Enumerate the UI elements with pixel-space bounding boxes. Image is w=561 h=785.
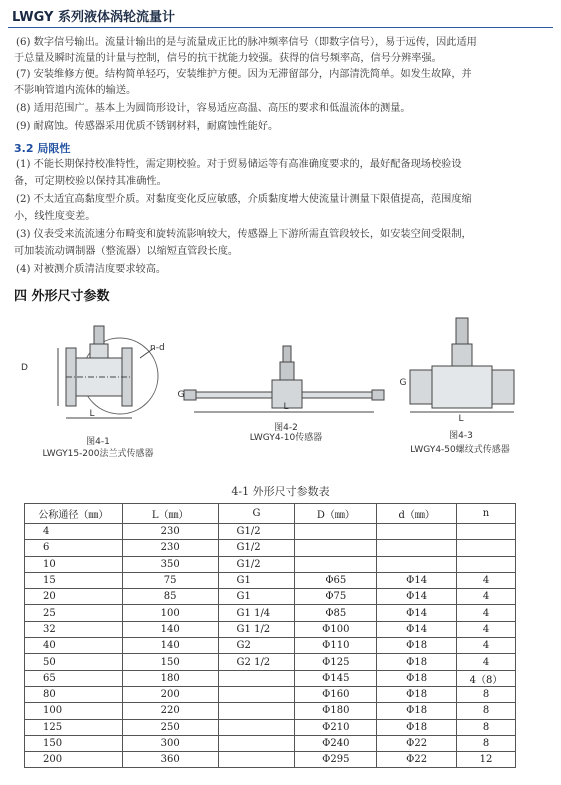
table-cell: G1/2 (218, 556, 295, 572)
figure-4-3-number: 图4-3 (449, 431, 473, 441)
table-cell: 140 (122, 638, 218, 654)
limitation-4: (4) 对被测介质清洁度要求较高。 (16, 264, 167, 275)
table-row (25, 540, 516, 556)
table-cell: 25 (25, 605, 123, 621)
table-cell: 15 (25, 572, 123, 588)
table-row (25, 670, 516, 686)
table-cell: Φ22 (377, 752, 457, 768)
table-row (25, 654, 516, 670)
table-cell: Φ14 (377, 572, 457, 588)
fig3-label-L: L (458, 414, 464, 424)
table-cell: G1 1/4 (218, 605, 295, 621)
table-cell: Φ75 (295, 589, 377, 605)
table-cell: 300 (122, 735, 218, 751)
table-cell: 10 (25, 556, 123, 572)
table-cell: Φ18 (377, 686, 457, 702)
figure-4-2-caption: LWGY4-10传感器 (249, 433, 323, 443)
table-cell (457, 556, 516, 572)
table-cell (218, 686, 295, 702)
figure-4-1-flange-sensor-drawing (28, 318, 188, 428)
header-nominal-diameter: 公称通径（㎜） (25, 504, 123, 524)
table-cell: 4 (457, 589, 516, 605)
table-row (25, 556, 516, 572)
table-cell: 6 (25, 540, 123, 556)
table-title: 4-1 外形尺寸参数表 (231, 485, 330, 498)
table-cell: 8 (457, 703, 516, 719)
table-cell: 150 (122, 654, 218, 670)
table-cell (377, 556, 457, 572)
table-cell: Φ18 (377, 703, 457, 719)
header-outer-diameter: D（㎜） (295, 504, 377, 524)
table-cell: 230 (122, 524, 218, 540)
table-cell: Φ160 (295, 686, 377, 702)
fig1-label-D: D (21, 363, 28, 373)
table-cell: Φ18 (377, 719, 457, 735)
paragraph-7-line-1: (7) 安装维修方便。结构简单轻巧，安装维护方便。因为无滞留部分，内部清洗简单。如发生故障，并 (16, 69, 472, 80)
table-row (25, 638, 516, 654)
table-cell: 50 (25, 654, 123, 670)
header-divider (8, 27, 553, 28)
table-cell: Φ18 (377, 654, 457, 670)
table-cell: Φ295 (295, 752, 377, 768)
table-cell (218, 719, 295, 735)
table-cell: 65 (25, 670, 123, 686)
table-cell: Φ145 (295, 670, 377, 686)
table-cell: G1/2 (218, 540, 295, 556)
paragraph-6-line-1: (6) 数字信号输出。流量计输出的是与流量成正比的脉冲频率信号（即数字信号），易于远传，因此适用 (16, 37, 477, 48)
table-cell: Φ14 (377, 589, 457, 605)
table-row (25, 686, 516, 702)
table-row (25, 735, 516, 751)
table-cell: 230 (122, 540, 218, 556)
fig1-label-nd: n-d (150, 343, 165, 353)
table-cell: Φ65 (295, 572, 377, 588)
table-cell: 4 (457, 654, 516, 670)
table-cell: Φ180 (295, 703, 377, 719)
table-cell: G1 (218, 572, 295, 588)
table-cell: Φ210 (295, 719, 377, 735)
table-cell: 4 (457, 605, 516, 621)
table-cell (295, 556, 377, 572)
table-cell: 100 (25, 703, 123, 719)
table-cell: G2 (218, 638, 295, 654)
table-row (25, 572, 516, 588)
table-cell (457, 540, 516, 556)
table-cell: 360 (122, 752, 218, 768)
page-header-title: LWGY 系列液体涡轮流量计 (12, 10, 175, 25)
table-cell: G1 1/2 (218, 621, 295, 637)
paragraph-8: (8) 适用范围广。基本上为圆筒形设计，容易适应高温、高压的要求和低温流体的测量。 (16, 103, 411, 114)
limitation-3-line-2: 可加装流动调制器（整流器）以缩短直管段长度。 (14, 246, 239, 257)
table-header-row (25, 504, 516, 524)
table-cell: 20 (25, 589, 123, 605)
paragraph-9: (9) 耐腐蚀。传感器采用优质不锈钢材料，耐腐蚀性能好。 (16, 121, 279, 132)
table-row (25, 719, 516, 735)
table-row (25, 589, 516, 605)
table-cell: 8 (457, 686, 516, 702)
table-cell: Φ22 (377, 735, 457, 751)
table-cell: 85 (122, 589, 218, 605)
table-cell: 200 (122, 686, 218, 702)
table-cell: 4 (457, 638, 516, 654)
table-cell (218, 670, 295, 686)
table-cell: 200 (25, 752, 123, 768)
limitation-1-line-1: (1) 不能长期保持校准特性，需定期校验。对于贸易储运等有高准确度要求的，最好配备现场校验设 (16, 159, 462, 170)
table-cell: 32 (25, 621, 123, 637)
header-hole-diameter: d（㎜） (377, 504, 457, 524)
table-cell: G2 1/2 (218, 654, 295, 670)
figure-4-3-threaded-sensor-drawing (400, 312, 520, 422)
table-cell: Φ240 (295, 735, 377, 751)
table-cell: 140 (122, 621, 218, 637)
fig2-label-L: L (283, 402, 289, 412)
table-cell: 350 (122, 556, 218, 572)
fig3-label-G: G (399, 378, 407, 388)
table-row (25, 752, 516, 768)
table-cell: 8 (457, 719, 516, 735)
figure-4-1-caption: LWGY15-200法兰式传感器 (42, 449, 154, 459)
table-cell: 250 (122, 719, 218, 735)
header-thread: G (218, 504, 295, 524)
table-cell: 12 (457, 752, 516, 768)
table-cell: Φ18 (377, 638, 457, 654)
table-cell: Φ100 (295, 621, 377, 637)
figure-4-3-caption: LWGY4-50螺纹式传感器 (410, 445, 510, 455)
table-cell (457, 524, 516, 540)
section-3-2-heading: 3.2 局限性 (14, 142, 71, 155)
section-4-heading: 四 外形尺寸参数 (14, 289, 110, 304)
table-cell (295, 524, 377, 540)
header-length: L（㎜） (122, 504, 218, 524)
table-cell: 150 (25, 735, 123, 751)
limitation-2-line-2: 小，线性度变差。 (14, 211, 96, 222)
table-cell: 4 (25, 524, 123, 540)
table-cell: 4 (457, 621, 516, 637)
table-cell: 75 (122, 572, 218, 588)
table-cell: 40 (25, 638, 123, 654)
table-cell (377, 540, 457, 556)
table-cell (218, 703, 295, 719)
dimension-table (24, 503, 516, 768)
limitation-1-line-2: 备，可定期校验以保持其准确性。 (14, 176, 167, 187)
table-row (25, 605, 516, 621)
table-cell: 220 (122, 703, 218, 719)
paragraph-7-line-2: 不影响管道内流体的输送。 (14, 85, 137, 96)
table-cell: Φ14 (377, 621, 457, 637)
table-cell: Φ110 (295, 638, 377, 654)
table-cell: 80 (25, 686, 123, 702)
table-cell (218, 752, 295, 768)
table-cell: 8 (457, 735, 516, 751)
header-hole-count: n (457, 504, 516, 524)
table-cell: 180 (122, 670, 218, 686)
table-row (25, 524, 516, 540)
table-cell: G1/2 (218, 524, 295, 540)
table-cell: Φ125 (295, 654, 377, 670)
table-cell: Φ14 (377, 605, 457, 621)
figure-4-2-number: 图4-2 (274, 423, 298, 433)
table-cell: 125 (25, 719, 123, 735)
fig1-label-L: L (89, 409, 95, 419)
table-cell: Φ18 (377, 670, 457, 686)
figure-4-1-number: 图4-1 (86, 437, 110, 447)
paragraph-6-line-2: 于总量及瞬时流量的计量与控制，信号的抗干扰能力较强。获得的信号频率高，信号分辨率强。 (14, 53, 442, 64)
table-cell (295, 540, 377, 556)
table-cell (218, 735, 295, 751)
table-row (25, 703, 516, 719)
limitation-2-line-1: (2) 不太适宜高黏度型介质。对黏度变化反应敏感，介质黏度增大使流量计测量下限值提高，范围度缩 (16, 194, 472, 205)
limitation-3-line-1: (3) 仪表受来流流速分布畸变和旋转流影响较大，传感器上下游所需直管段较长，如安装空间受限制， (16, 229, 472, 240)
table-cell: G1 (218, 589, 295, 605)
table-cell: 100 (122, 605, 218, 621)
table-cell: 4（8） (457, 670, 516, 686)
table-cell: Φ85 (295, 605, 377, 621)
fig2-label-G: G (177, 390, 185, 400)
table-cell: 4 (457, 572, 516, 588)
table-row (25, 621, 516, 637)
table-cell (377, 524, 457, 540)
